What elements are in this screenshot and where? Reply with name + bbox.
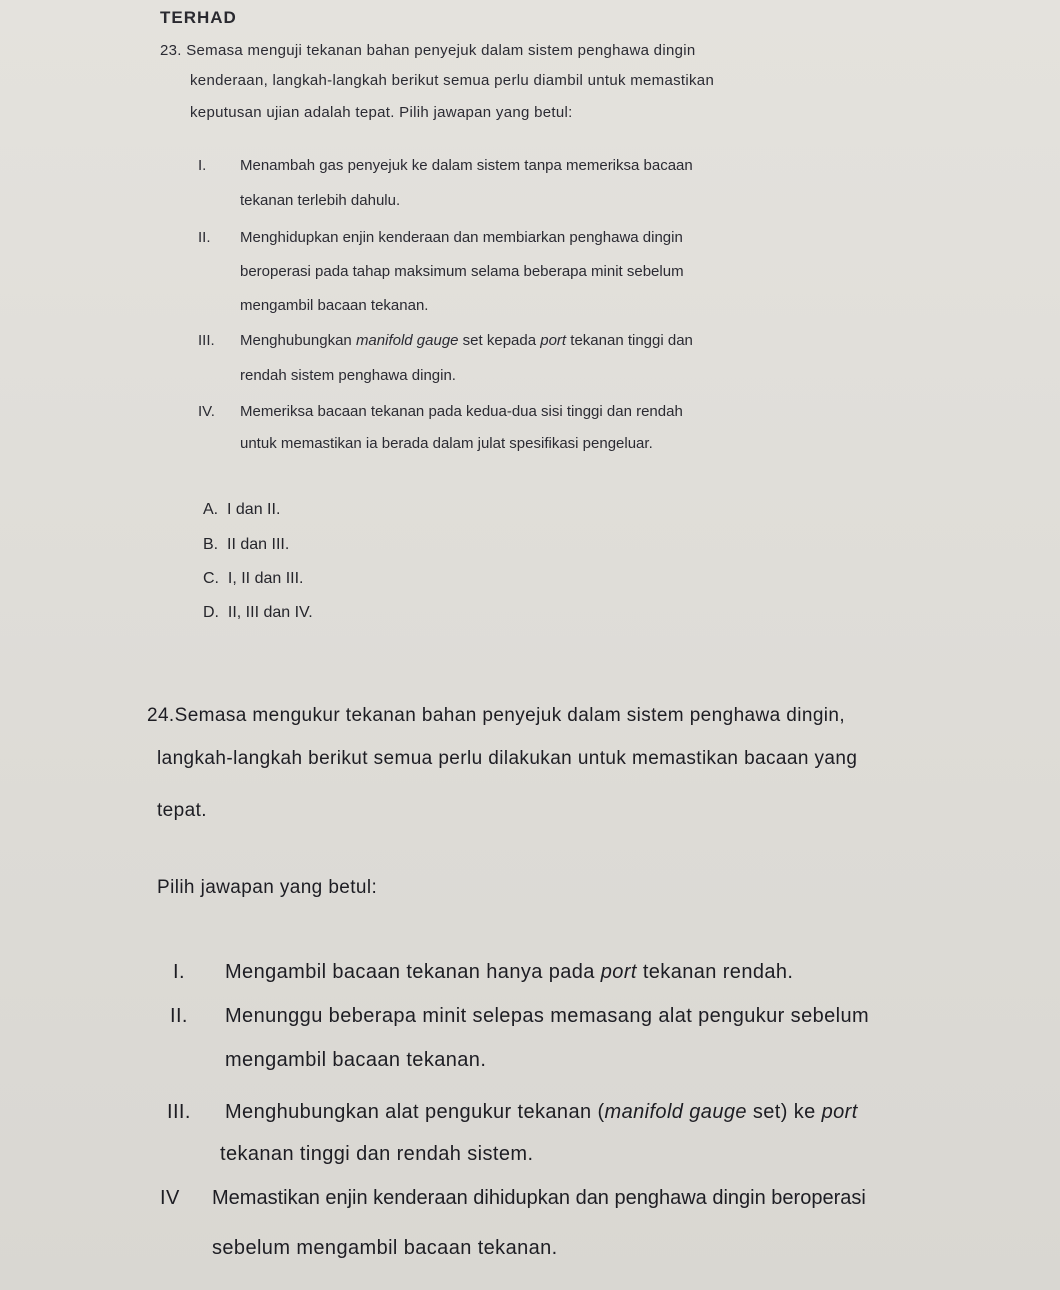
q24-statement-3-line-2: tekanan tinggi dan rendah sistem. — [220, 1143, 534, 1165]
q23-statement-4-line-2: untuk memastikan ia berada dalam julat spesifikasi pengeluar. — [240, 435, 653, 452]
q23-statement-1-line-2: tekanan terlebih dahulu. — [240, 192, 401, 209]
q24-statement-4-line-2: sebelum mengambil bacaan tekanan. — [212, 1237, 558, 1259]
q23-statement-1-line-1: Menambah gas penyejuk ke dalam sistem tanpa memeriksa bacaan — [240, 157, 693, 174]
q24-statement-1-line-1: Mengambil bacaan tekanan hanya pada port tekanan rendah. — [225, 961, 794, 983]
q23-statement-2-line-3: mengambil bacaan tekanan. — [240, 297, 429, 314]
q23-option-d[interactable]: D. II, III dan IV. — [203, 604, 313, 621]
q24-instruction: Pilih jawapan yang betul: — [157, 877, 378, 898]
q23-statement-1-numeral: I. — [198, 157, 207, 174]
q24-statement-2-line-2: mengambil bacaan tekanan. — [225, 1049, 487, 1071]
q24-statement-3-numeral: III. — [167, 1101, 191, 1123]
q23-stem-line-1: 23. Semasa menguji tekanan bahan penyejuk dalam sistem penghawa dingin — [160, 42, 696, 59]
q24-statement-1-numeral: I. — [173, 961, 185, 983]
q24-statement-3-line-1: Menghubungkan alat pengukur tekanan (manifold gauge set) ke port — [225, 1101, 858, 1123]
q23-statement-3-line-2: rendah sistem penghawa dingin. — [240, 367, 456, 384]
q23-option-c[interactable]: C. I, II dan III. — [203, 570, 304, 587]
q23-statement-4-numeral: IV. — [198, 403, 215, 420]
q24-statement-2-line-1: Menunggu beberapa minit selepas memasang alat pengukur sebelum — [225, 1005, 870, 1027]
classification-header: TERHAD — [160, 8, 237, 27]
q23-statement-2-line-1: Menghidupkan enjin kenderaan dan membiarkan penghawa dingin — [240, 229, 683, 246]
q24-stem-line-2: langkah-langkah berikut semua perlu dilakukan untuk memastikan bacaan yang — [157, 748, 858, 769]
q24-stem-line-1: 24.Semasa mengukur tekanan bahan penyejuk dalam sistem penghawa dingin, — [147, 705, 846, 726]
q23-statement-2-line-2: beroperasi pada tahap maksimum selama beberapa minit sebelum — [240, 263, 684, 280]
q23-option-a[interactable]: A. I dan II. — [203, 501, 281, 518]
q23-statement-3-numeral: III. — [198, 332, 215, 349]
q23-statement-2-numeral: II. — [198, 229, 211, 246]
q24-number: 24. — [147, 705, 175, 726]
q23-option-b[interactable]: B. II dan III. — [203, 536, 290, 553]
q23-statement-3-line-1: Menghubungkan manifold gauge set kepada port tekanan tinggi dan — [240, 332, 693, 349]
q23-number: 23. — [160, 42, 182, 59]
q23-stem-line-2: kenderaan, langkah-langkah berikut semua perlu diambil untuk memastikan — [190, 72, 715, 89]
q24-statement-2-numeral: II. — [170, 1005, 188, 1027]
q23-stem-line-3: keputusan ujian adalah tepat. Pilih jawapan yang betul: — [190, 104, 573, 121]
q24-stem-line-3: tepat. — [157, 800, 207, 821]
q23-statement-4-line-1: Memeriksa bacaan tekanan pada kedua-dua sisi tinggi dan rendah — [240, 403, 683, 420]
q24-statement-4-line-1: Memastikan enjin kenderaan dihidupkan dan penghawa dingin beroperasi — [212, 1187, 866, 1209]
q24-statement-4-numeral: IV — [160, 1187, 180, 1209]
